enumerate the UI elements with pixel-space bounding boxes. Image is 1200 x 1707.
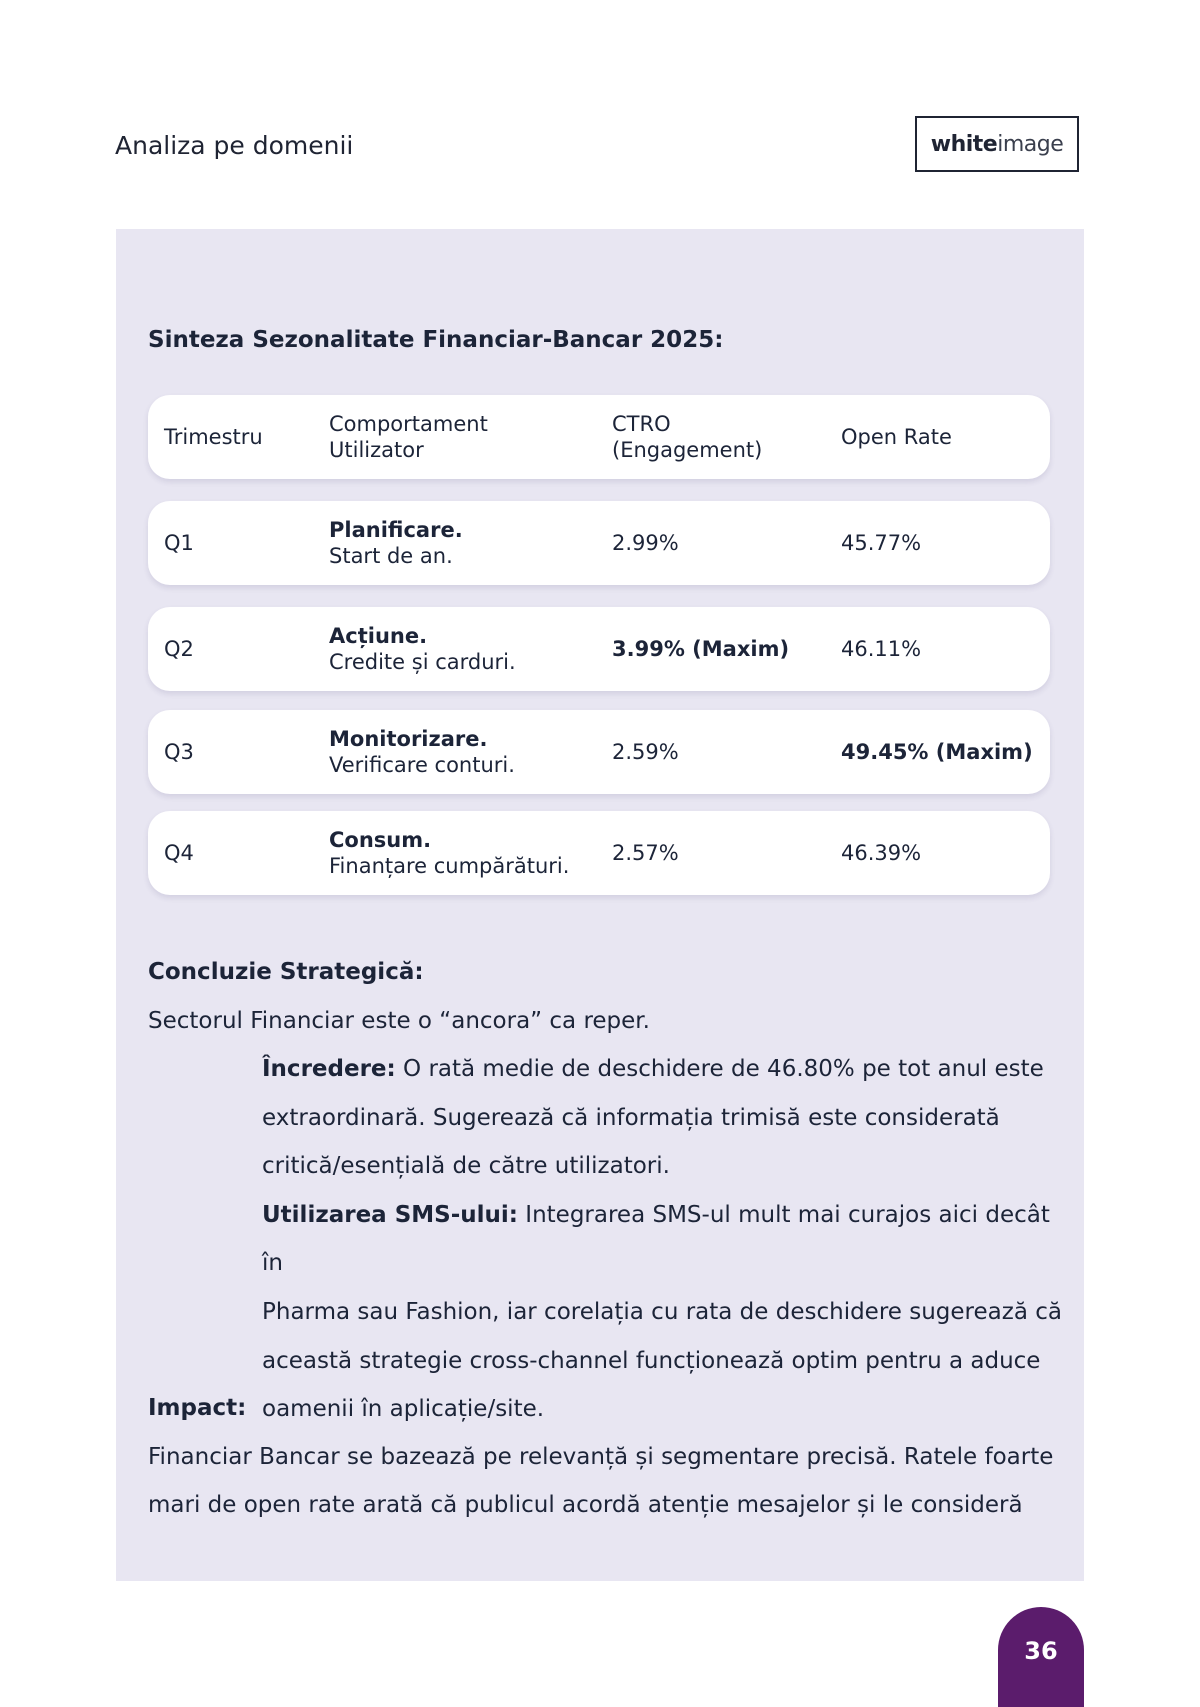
header-quarter: Trimestru [164,425,263,449]
page-number: 36 [1024,1637,1058,1665]
brand-logo [915,116,1079,172]
ctro-cell: 2.57% [612,841,679,865]
impact-heading: Impact: [148,1395,247,1421]
quarter-cell: Q1 [164,531,194,555]
conclusion-heading: Concluzie Strategică: [148,959,424,985]
open-rate-cell: 46.39% [841,841,922,865]
trust-label: Încredere: [262,1056,396,1082]
open-rate-cell: 45.77% [841,531,922,555]
header-open-rate: Open Rate [841,425,952,449]
logo-bold-text: white [930,131,998,157]
page-number-badge [998,1607,1084,1707]
conclusion-intro: Sectorul Financiar este o “ancora” ca reper. [148,1007,650,1034]
behavior-cell: Acțiune. Credite și carduri. [329,624,516,674]
ctro-cell: 3.99% (Maxim) [612,637,790,661]
table-row [148,710,1050,794]
trust-paragraph: Încredere: O rată medie de deschidere de 46.80% pe tot anul este extraordinară. Sugerează că informația trimisă este considerată critică/esențială de către utilizatori. [262,1056,1044,1180]
behavior-cell: Monitorizare. Verificare conturi. [329,727,515,777]
open-rate-cell: 46.11% [841,637,922,661]
ctro-cell: 2.59% [612,740,679,764]
behavior-cell: Planificare. Start de an. [329,518,463,568]
quarter-cell: Q3 [164,740,194,764]
open-rate-cell: 49.45% (Maxim) [841,740,1033,764]
table-header-row [148,395,1050,479]
table-row [148,501,1050,585]
behavior-cell: Consum. Finanțare cumpărături. [329,828,570,878]
quarter-cell: Q4 [164,841,194,865]
impact-section [148,1384,1068,1530]
header-ctro: CTRO (Engagement) [612,412,763,462]
sms-label: Utilizarea SMS-ului: [262,1201,518,1228]
quarter-cell: Q2 [164,637,194,661]
table-row [148,607,1050,691]
header-behavior: Comportament Utilizator [329,412,488,462]
table-row [148,811,1050,895]
conclusion-points [262,1045,1072,1434]
impact-line: Financiar Bancar se bazează pe relevanță și segmentare precisă. Ratele foarte [148,1443,1054,1470]
section-title: Sinteza Sezonalitate Financiar-Bancar 2025: [148,327,724,353]
impact-line: mari de open rate arată că publicul acordă atenție mesajelor și le consideră [148,1492,1023,1519]
sms-paragraph: Utilizarea SMS-ului: Integrarea SMS-ul mult mai curajos aici decât în Pharma sau Fashion, iar corelația cu rata de deschidere sugerează că această strategie cross-channel funcționează optim pentru a aduce oamenii în aplicație/site. [262,1201,1062,1423]
ctro-cell: 2.99% [612,531,679,555]
page-title: Analiza pe domenii [115,131,354,160]
conclusion-section [148,948,1068,1045]
logo-light-text: image [997,131,1064,157]
